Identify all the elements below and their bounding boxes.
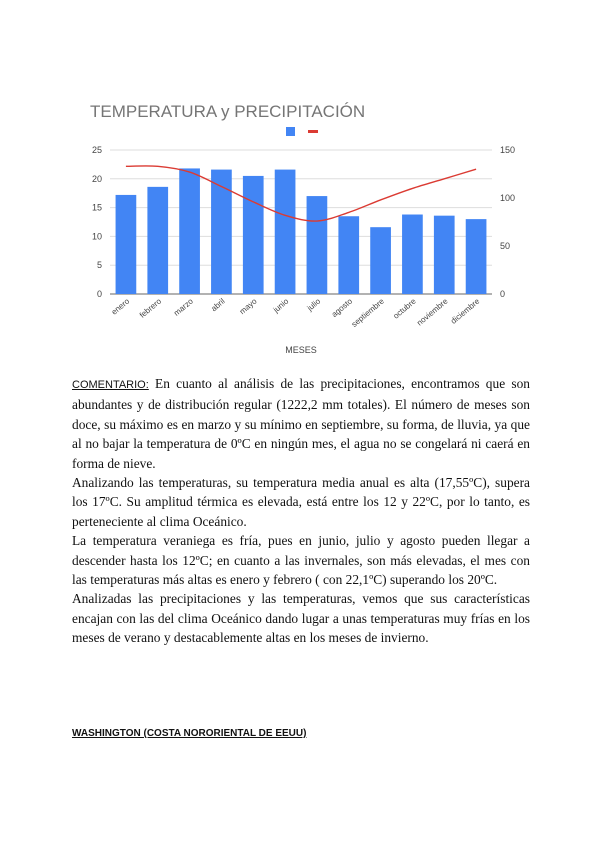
- comment-paragraph-4: Analizadas las precipitaciones y las temperaturas, vemos que sus características encajan con las del clima Oceánico dando lugar a unas temperaturas muy frías en los meses de verano y destacablemente altas en los meses de invierno.: [72, 591, 530, 646]
- y-right-tick-150: 150: [500, 145, 516, 155]
- month-label-abril: abril: [209, 296, 227, 314]
- legend-temperature-swatch: [286, 127, 295, 136]
- month-label-noviembre: noviembre: [415, 296, 450, 328]
- comment-paragraph-3: La temperatura veraniega es fría, pues en junio, julio y agosto pueden llegar a descender hasta los 12ºC; en cuanto a las invernales, son más elevadas, el mes con las temperaturas más altas es enero y febrero ( con 22,1ºC) superando los 20ºC.: [72, 533, 530, 588]
- bar-julio: [307, 196, 328, 294]
- month-label-febrero: febrero: [137, 296, 164, 320]
- bar-mayo: [243, 176, 264, 294]
- month-label-mayo: mayo: [237, 296, 259, 317]
- month-label-julio: julio: [305, 296, 323, 313]
- precipitation-curve: [126, 166, 476, 221]
- x-axis-title: MESES: [285, 345, 317, 355]
- temperature-bars: [116, 168, 487, 294]
- bar-octubre: [402, 215, 423, 294]
- y-left-tick-10: 10: [91, 231, 102, 242]
- legend-precipitation-swatch: [308, 130, 318, 133]
- bar-junio: [275, 170, 296, 294]
- climate-chart: [0, 90, 600, 370]
- comment-paragraph-1: [72, 374, 530, 473]
- precipitation-line: [126, 166, 476, 221]
- chart-legend: [286, 127, 318, 136]
- y-left-tick-0: 0: [96, 289, 102, 299]
- comment-paragraph-2: Analizando las temperaturas, su temperatura media anual es alta (17,55ºC), supera los 17ºC. Su amplitud térmica es elevada, está entre los 12 y 22ºC, por lo tanto, es perteneciente al clima Oceánico.: [72, 475, 530, 529]
- bar-marzo: [179, 168, 200, 294]
- month-label-junio: junio: [271, 296, 291, 315]
- bar-septiembre: [370, 227, 391, 294]
- y-right-tick-50: 50: [500, 241, 511, 251]
- bar-diciembre: [466, 219, 487, 294]
- comment-section: [72, 374, 530, 648]
- bar-noviembre: [434, 216, 455, 294]
- month-label-marzo: marzo: [172, 296, 195, 318]
- y-left-tick-20: 20: [91, 173, 102, 184]
- y-left-tick-15: 15: [91, 202, 102, 213]
- month-labels: [110, 296, 482, 329]
- y-right-tick-0: 0: [500, 289, 506, 299]
- comment-label: COMENTARIO:: [72, 379, 149, 391]
- bar-agosto: [338, 216, 359, 294]
- comment-text-1: En cuanto al análisis de las precipitaciones, encontramos que son abundantes y de distribución regular (1222,2 mm totales). El número de meses son doce, su máximo es en marzo y su mínimo en septiembre, su forma, de lluvia, ya que al no bajar la temperatura de 0ºC en ningún mes, el agua no se congelará ni caerá en forma de nieve.: [72, 376, 530, 471]
- section-heading-washington: WASHINGTON (COSTA NORORIENTAL DE EEUU): [72, 728, 307, 739]
- month-label-septiembre: septiembre: [349, 296, 386, 329]
- y-left-tick-5: 5: [96, 260, 102, 271]
- y-left-tick-25: 25: [91, 145, 102, 155]
- month-label-diciembre: diciembre: [449, 296, 482, 326]
- month-label-agosto: agosto: [329, 296, 355, 319]
- y-right-tick-100: 100: [500, 193, 516, 203]
- chart-title: TEMPERATURA y PRECIPITACIÓN: [90, 102, 366, 121]
- month-label-enero: enero: [109, 296, 132, 317]
- month-label-octubre: octubre: [391, 296, 418, 321]
- bar-abril: [211, 170, 232, 294]
- bar-febrero: [147, 187, 168, 294]
- bar-enero: [116, 195, 137, 294]
